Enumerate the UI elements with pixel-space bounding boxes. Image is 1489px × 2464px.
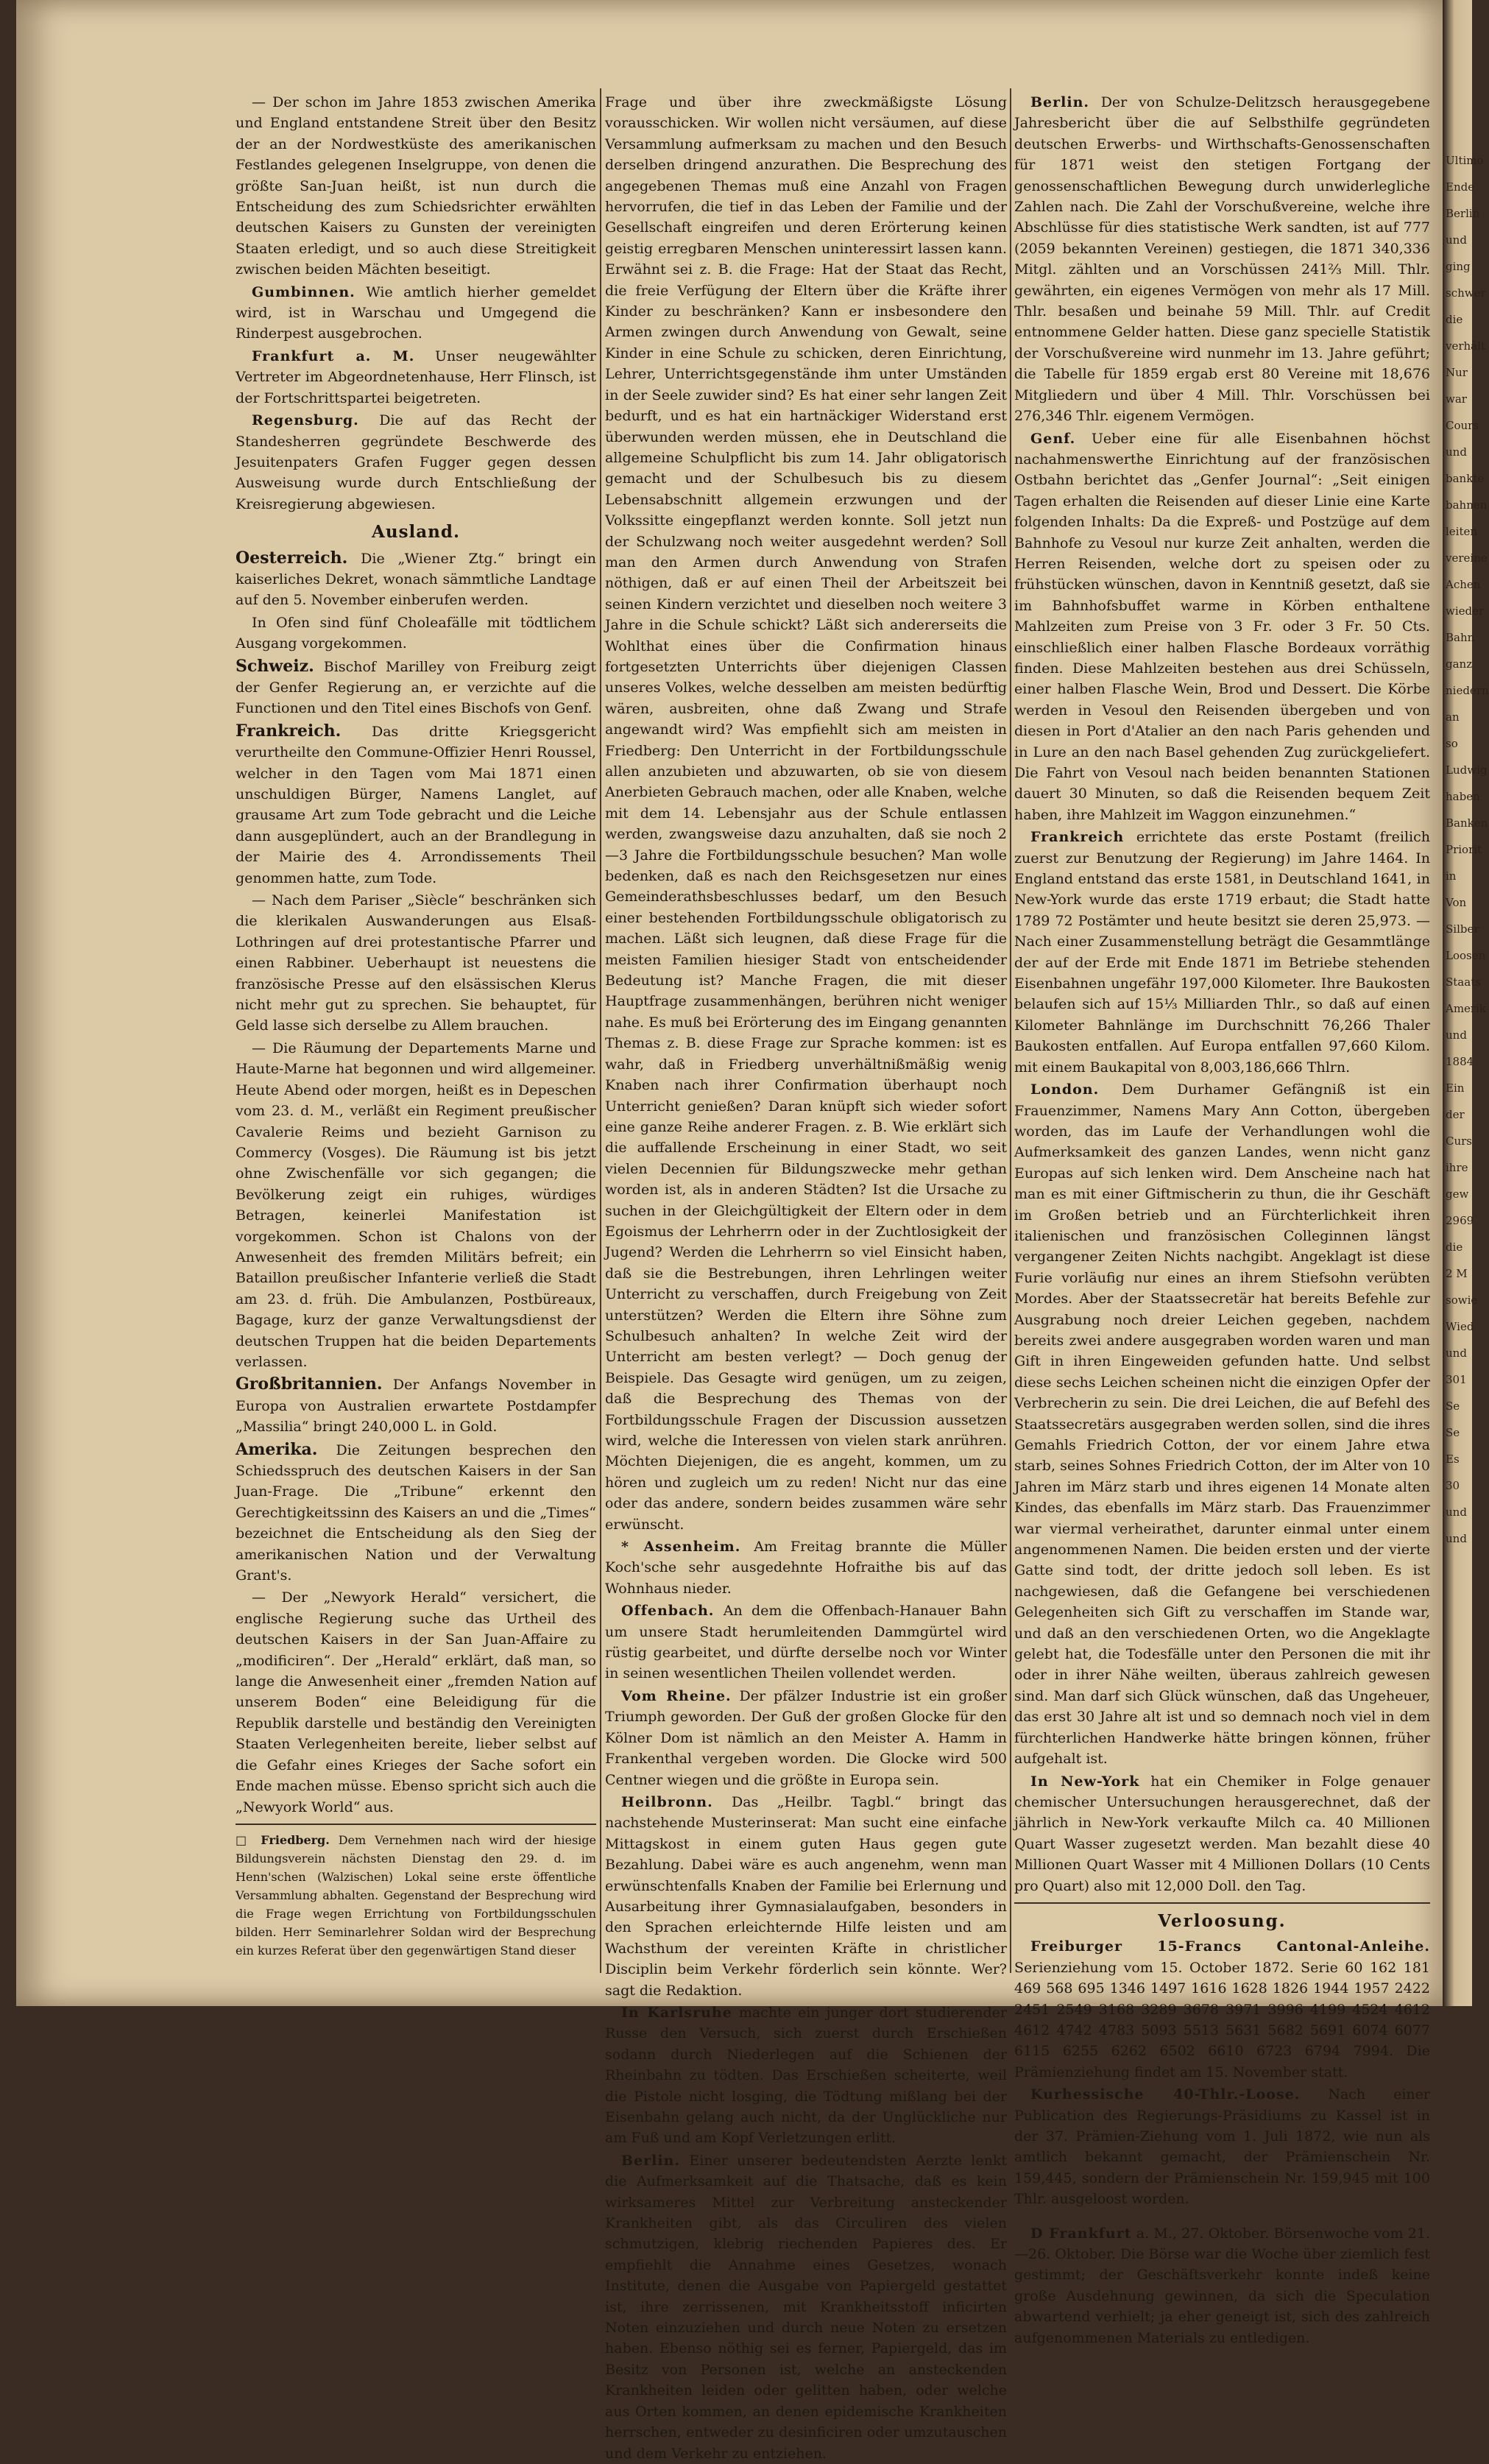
text-friedberg: Dem Vernehmen nach wird der hiesige Bildungsverein nächsten Dienstag den 29. d. im Henn'schen (Walzischen) Lokal seine erste öffentliche Versammlung abhalten. Gegenstand der Besprechung wird die Frage wegen Errichtung von Fortbildungsschulen bilden. Herr Seminarlehrer Soldan wird der Besprechung ein kurzes Referat über den gegenwärtigen Stand dieser [236,1832,597,1958]
article-frankreich-post [1014,827,1430,1078]
article-oesterreich [236,548,596,611]
text-regensburg: Die auf das Recht der Standesherren gegründete Beschwerde des Jesuitenpaters Grafen Fugger gegen dessen Ausweisung wurde durch Entschließung der Kreisregierung abgewiesen. [236,412,596,512]
article-raeumung: — Die Räumung der Departements Marne und Haute-Marne hat begonnen und wird allgemeiner. Heute Abend oder morgen, heißt es in Depeschen vom 23. d. M., verläßt ein Regiment preußischer Cavalerie Reims und bezieht Garnison zu Commercy (Vosges). Die Räumung ist bis jetzt ohne Zwischenfälle vor sich gegangen; die Bevölkerung zeigt ein ruhiges, würdiges Betragen, keinerlei Manifestation ist vorgekommen. Schon ist Chalons von der Anwesenheit des fremden Militärs befreit; ein Bataillon preußischer Infanterie verließ die Stadt am 23. d. früh. Die Ambulanzen, Postbüreaux, Bagage, kurz der ganze Verwaltungsdienst der deutschen Truppen hat die beiden Departements verlassen. [236,1039,596,1370]
next-page-fragment: und [1446,1028,1467,1042]
text-berlin-papiergeld: Einer unserer bedeutendsten Aerzte lenkt die Aufmerksamkeit auf die Thatsache, daß es kein wirksameres Mittel zur Verbreitung ansteckender Krankheiten gibt, als das Circuliren des vielen schmutzigen, klebrig riechenden Papieres des. Er empfiehlt die Annahme eines Gesetzes, wonach Institute, denen die Ausgabe von Papiergeld gestattet ist, ihre zerrissenen, mit Krankheitsstoff inficirten Noten einzuziehen und durch neue Noten zu ersetzen haben. Ebenso nöthig sei es ferner, Papiergeld, das im Besitz von Personen ist, welche an ansteckenden Krankheiten leiden oder gelitten haben, oder welche aus Orten kommen, an denen epidemische Krankheiten herrschen, entweder zu desinficiren oder umzutauschen und dem Verkehr zu entziehen. [605,2152,1007,2462]
place-regensburg: Regensburg. [252,412,359,429]
next-page-fragment: wieder [1446,604,1485,618]
next-page-fragment: schwer [1446,286,1486,300]
next-page-fragment: und [1446,1532,1467,1545]
heading-ausland: Ausland. [372,522,460,543]
text-heilbronn: Das „Heilbr. Tagbl.“ bringt das nachstehende Musterinserat: Man sucht eine einfache Mittagskost in einem guten Haus gegen gute Bezahlung. Dabei wäre es auch angenehm, wenn man erwünschtenfalls Knaben der Familie bei Erlernung und Ausarbeitung ihrer Gymnasialaufgaben, besonders in den Sprachen erleichternde Hilfe leisten und am Wachsthum der vereinten Kräfte in christlicher Disciplin beim Verkehr förderlich sein könnte. Wer? sagt die Redaktion. [605,1793,1007,1999]
country-amerika: Amerika. [236,1439,318,1459]
text-kurhessische-loose: Nach einer Publication des Regierungs-Präsidiums zu Kassel ist in der 37. Prämien-Ziehung vom 1. Juli 1872, wie nun als amtlich bekannt gemacht, der Prämienschein Nr. 159,445, sondern der Prämienschein Nr. 159,945 mit 100 Thlr. ausgeloost worden. [1014,2086,1430,2208]
title-freiburger-anleihe: Freiburger 15-Francs Cantonal-Anleihe. [1030,1938,1430,1955]
article-ofen: In Ofen sind fünf Choleafälle mit tödtlichem Ausgang vorgekommen. [236,614,596,652]
column-1 [236,92,596,1977]
next-page-fragment: Loosen [1446,949,1486,962]
separator-line-verloosung-top [1014,1902,1430,1904]
column-2 [605,92,1007,2462]
next-page-fragment: 301 [1446,1373,1467,1386]
separator-line [236,1824,596,1825]
text-frankreich: Das dritte Kriegsgericht verurtheilte den Commune-Offizier Henri Roussel, welcher in den Tagen vom Mai 1871 einen unschuldigen Bürger, Namens Langlet, auf grausame Art zum Tode gebracht und die Leiche dann ausgeplündert, auch an der Brandlegung in der Mairie des 4. Arrondissements Theil genommen hatte, zum Tode. [236,723,596,886]
article-freiburger-anleihe [1014,1936,1430,2083]
article-kurhessische-loose [1014,2084,1430,2209]
next-page-fragment: der [1446,1108,1465,1121]
text-london: Dem Durhamer Gefängniß ist ein Frauenzimmer, Namens Mary Ann Cotton, übergeben worden, das im Laufe der Verhandlungen wohl die Aufmerksamkeit des ganzen Landes, wenn nicht ganz Europas auf sich lenken wird. Dem Anscheine nach hat man es mit einer Giftmischerin zu thun, die ihr Geschäft im Großen betrieb und an Fürchterlichkeit ihren italienischen und französischen Colleginnen längst vergangener Zeiten Nichts nachgibt. Angeklagt ist diese Furie vorläufig nur eines an ihrem Stiefsohn verübten Mordes. Aber der Staatssecretär hat bereits Befehle zur Ausgrabung noch dreier Leichen gegeben, nachdem bereits zwei andere ausgegraben worden waren und man Gift in ihren Eingeweiden gefunden hatte. Und selbst diese sechs Leichen scheinen nicht die einzigen Opfer der Verbrecherin zu sein. Die drei Leichen, die auf Befehl des Staatssecretärs ausgegraben werden sollen, sind die ihres Gemahls Friedrich Cotton, der vor einem Jahre etwa starb, seines Sohnes Friedrich Cotton, der im Alter von 10 Jahren im März starb und ihres eigenen 14 Monate alten Kindes, das ebenfalls im März starb. Das Frauenzimmer war viermal verheirathet, darunter einmal unter einem angenommenen Namen. Die beiden ersten und der vierte Gatte sind todt, der dritte jedoch soll leben. Es ist nachgewiesen, daß die Gefangene bei verschiedenen Gelegenheiten sich Gift zu verschaffen im Stande war, und daß an den verschiedenen Orten, wo die Angeklagte gelebt hat, die Todesfälle unter den Personen die mit ihr oder in ihrer Nähe weilten, überaus zahlreich gewesen sind. Man darf sich Glück wünschen, daß das Ungeheuer, das erst 30 Jahre alt ist und so demnach noch viel in dem fürchterlichen Handwerke hätte bringen können, früher aufgehalt ist. [1014,1081,1430,1768]
next-page-fragment: ging [1446,260,1471,273]
place-berlin-2: Berlin. [1030,94,1090,110]
text-berlin-genossenschaften: Der von Schulze-Delitzsch herausgegebene Jahresbericht über die auf Selbsthilfe gegründeten deutschen Erwerbs- und Wirthschafts-Genossenschaften für 1871 weist den stetigen Fortgang der genossenschaftlichen Bewegung durch unwiderlegliche Zahlen nach. Die Zahl der Vorschußvereine, welche ihre Abschlüsse für dies statistische Werk sandten, ist auf 777 (2059 bekannten Vereinen) gestiegen, die 1871 340,336 Mitgl. zählten und an Vorschüssen 241⅔ Mill. Thlr. gewährten, ein eigenes Vermögen von mehr als 17 Mill. Thlr. besaßen und beinahe 59 Mill. Thlr. auf Credit entnommene Gelder hatten. Diese ganz specielle Statistik der Vorschußvereine wird nunmehr im 13. Jahre geführt; die Tabelle für 1859 ergab erst 80 Vereine mit 18,676 Mitgliedern und über 4 Mill. Thlr. Vorschüssen bei 276,346 Thlr. eigenem Vermögen. [1014,94,1430,425]
next-page-fragment: ganz [1446,657,1473,671]
place-berlin: Berlin. [621,2152,681,2169]
article-newyork [1014,1771,1430,1896]
text-schweiz: Bischof Marilley von Freiburg zeigt der Genfer Regierung an, er verzichte auf die Functionen und den Titel eines Bischofs von Genf. [236,658,596,717]
article-karlsruhe [605,2002,1007,2149]
place-newyork: In New-York [1030,1773,1140,1790]
next-page-fragment: so [1446,737,1458,750]
article-friedberg [236,1831,596,1960]
next-page-fragment: leiten [1446,525,1478,538]
text-rhein: Der pfälzer Industrie ist ein großer Triumph geworden. Der Guß der großen Glocke für den Kölner Dom ist nämlich an den Meister A. Hamm in Frankenthal vergeben worden. Die Glocke wird 500 Centner wiegen und die größte in Europa sein. [605,1687,1007,1788]
text-oesterreich: Die „Wiener Ztg.“ bringt ein kaiserliches Dekret, wonach sämmtliche Landtage auf den 5. November einberufen werden. [236,550,596,609]
text-frankfurt: Unser neugewählter Vertreter im Abgeordnetenhause, Herr Flinsch, ist der Fortschrittspartei beigetreten. [236,347,596,406]
next-page-fragment: Se [1446,1399,1460,1413]
article-regensburg [236,410,596,515]
article-rhein [605,1686,1007,1790]
title-kurhessische-loose: Kurhessische 40-Thlr.-Loose. [1030,2086,1301,2103]
article-gumbinnen [236,282,596,345]
place-frankfurt-boerse: D Frankfurt [1030,2225,1132,2242]
place-london: London. [1030,1081,1100,1098]
country-schweiz: Schweiz. [236,656,314,676]
article-heilbronn [605,1792,1007,2001]
next-page-fragment: Berlin [1446,207,1480,220]
next-page-fragment: Banken [1446,816,1488,830]
next-page-fragment: verhält [1446,339,1485,353]
place-friedberg: □ Friedberg. [236,1832,330,1847]
next-page-fragment: niedern [1446,684,1489,697]
article-amerika [236,1439,596,1586]
place-genf: Genf. [1030,430,1076,447]
next-page-fragment: Silber [1446,922,1479,936]
next-page-fragment: in [1446,869,1457,883]
next-page-fragment: sowie [1446,1293,1478,1307]
next-page-fragment: Wied [1446,1320,1474,1333]
next-page-fragment: und [1446,1505,1467,1519]
country-frankreich: Frankreich. [236,721,342,741]
country-oesterreich: Oesterreich. [236,548,348,568]
article-offenbach [605,1600,1007,1684]
next-page-fragment: an [1446,710,1460,724]
place-assenheim: * Assenheim. [621,1539,741,1556]
next-page-fragment: Bahn [1446,631,1475,644]
heading-verloosung: Verloosung. [1158,1910,1287,1931]
next-page-fragment: ihre [1446,1161,1468,1174]
next-page-fragment: und [1446,1346,1467,1360]
text-assenheim: Am Freitag brannte die Müller Koch'sche sehr ausgedehnte Hofraithe bis auf das Wohnhaus nieder. [605,1539,1007,1597]
next-page-fragment: Se [1446,1426,1460,1439]
next-page-fragment: bahnen [1446,498,1488,512]
next-page-fragment: 30 [1446,1479,1460,1492]
article-berlin-genossenschaften [1014,92,1430,427]
next-page-fragment: gew [1446,1187,1469,1201]
article-grossbritannien [236,1374,596,1437]
article-frankreich [236,721,596,889]
next-page-fragment: war [1446,392,1467,406]
place-offenbach: Offenbach. [621,1603,715,1620]
place-gumbinnen: Gumbinnen. [252,283,356,300]
next-page-gutter [1443,0,1489,2006]
next-page-fragment: die [1446,1240,1463,1254]
next-page-fragment: Achen [1446,578,1481,591]
article-berlin-papiergeld [605,2150,1007,2464]
column-rule-left [600,88,601,1973]
next-page-fragment: Ende [1446,180,1475,194]
next-page-fragment: Curs [1446,1134,1473,1148]
next-page-fragment: Es [1446,1452,1460,1466]
article-fortbildung: Frage und über ihre zweckmäßigste Lösung vorausschicken. Wir wollen nicht versäumen, auf diese Versammlung aufmerksam zu machen und den Besuch derselben dringend anzurathen. Die Besprechung des angegebenen Themas muß eine Anzahl von Fragen hervorrufen, die tief in das Leben der Familie und der Gesellschaft eingreifen und deren Erörterung keinen geistig erregbaren Menschen uninteressirt lassen kann. Erwähnt sei z. B. die Frage: Hat der Staat das Recht, die freie Verfügung der Eltern über die Kräfte ihrer Kinder zu beschränken? Kann er insbesondere den Armen zwingen durch Anwendung von Gewalt, seine Kinder in eine Schule zu schicken, deren Einrichtung, Lehrer, Unterrichtsgegenstände ihm unter Umständen in der Seele zuwider sind? Es hat einer sehr langen Zeit bedurft, und es hat ein hartnäckiger Widerstand erst überwunden werden müssen, ehe in Deutschland die allgemeine Schulpflicht bis zum 14. Jahr obligatorisch gemacht und der Schulbesuch bis zu diesem Lebensabschnitt allgemein erzwungen und der Volkssitte eingepflanzt werden konnte. Soll jetzt nun der Schulzwang noch weiter ausgedehnt werden? Soll man den Armen durch Anwendung von Strafen nöthigen, daß er auf einen Theil der Arbeitszeit bei seinen Kindern verzichtet und dieselben noch weitere 3 Jahre in die Schule schickt? Läßt sich andererseits die Wohlthat eines über die Confirmation hinaus fortgesetzten Unterrichts über diejenigen Classen unseres Volkes, welche desselben am meisten bedürftig wären, ausbreiten, ohne daß Zwang und Strafe angewandt wird? Was empfiehlt sich am meisten in Friedberg: Den Unterricht in der Fortbildungsschule allen anzubieten und abzuwarten, ob sie von diesem Anerbieten Gebrauch machen, oder alle Knaben, welche mit dem 14. Lebensjahr aus der Schule entlassen werden, zwangsweise dazu anzuhalten, daß sie noch 2—3 Jahre die Fortbildungsschule besuchen? Man wolle bedenken, daß es nach den Reichsgesetzen nur eines Gemeinderathsbeschlusses bedarf, um den Besuch einer bestehenden Fortbildungsschule obligatorisch zu machen. Läßt sich leugnen, daß diese Frage für die meisten Familien hiesiger Stadt von entscheidender Bedeutung ist? Manche Fragen, die mit dieser Hauptfrage zusammenhängen, berühren nicht weniger nahe. Es muß bei Erörterung des im Eingang genannten Themas z. B. diese Frage zur Sprache kommen: ist es wahr, daß in Friedberg unverhältnißmäßig wenig Knaben nach ihrer Confirmation überhaupt noch Unterricht genießen? Daran knüpft sich wieder sofort eine ganze Reihe anderer Fragen. z. B. Wie erklärt sich die auffallende Erscheinung in einer Stadt, wo seit vielen Decennien für Bildungszwecke mehr gethan worden ist, als in anderen Städten? Ist die Ursache zu suchen in der Gleichgültigkeit der Eltern oder in dem Egoismus der Lehrherrn oder in der Zuchtlosigkeit der Jugend? Werden die Lehrherrn so viel Einsicht haben, daß sie die Bestrebungen, ihren Lehrlingen weiter Unterricht zu verschaffen, durch Freigebung von Zeit unterstützen? Werden die Eltern ihre Söhne zum Schulbesuch anhalten? In welche Zeit wird der Unterricht am besten verlegt? — Doch genug der Beispiele. Das Gesagte wird genügen, um zu zeigen, daß die Besprechung des Themas von der Fortbildungsschule Fragen der Discussion aussetzen wird, welche die Interessen von vielen stark anrühren. Möchten Diejenigen, die es angeht, kommen, um zu hören und zugleich um zu reden! Nicht nur das eine oder das andere, sondern beides zusammen wäre sehr erwünscht. [605,94,1007,1533]
next-page-fragment: Nur [1446,366,1468,379]
next-page-fragments [1446,147,1489,1552]
next-page-fragment: Ultimo [1446,154,1484,167]
article-frankfurt [236,346,596,409]
place-frankfurt: Frankfurt a. M. [252,347,415,364]
next-page-fragment: Priorit [1446,843,1482,856]
next-page-fragment: bankte [1446,472,1485,485]
article-herald: — Der „Newyork Herald“ versichert, die englische Regierung suche das Urtheil des deutschen Kaisers in der San Juan-Affaire zu „modificiren“. Der „Herald“ erklärt, daß man, so lange die Anwesenheit einer „fremden Nation auf unserem Boden“ eine Beleidigung für die Republik darstelle und beständig den Vereinigten Staaten Verlegenheiten bereite, lieber selbst auf die Gefahr eines Krieges der Sache sofort ein Ende machen müsse. Ebenso spricht sich auch die „Newyork World“ aus. [236,1589,596,1815]
next-page-fragment: 1884 [1446,1055,1474,1068]
article-london [1014,1079,1430,1769]
text-offenbach: An dem die Offenbach-Hanauer Bahn um unsere Stadt herumleitenden Dammgürtel wird rüstig gearbeitet, und dürfte derselbe noch vor Winter in seinen wesentlichen Theilen vollendet werden. [605,1603,1007,1682]
next-page-fragment: Ein [1446,1081,1465,1095]
next-page-fragment: Cours [1446,419,1479,432]
next-page-fragment: 2969 [1446,1214,1474,1227]
next-page-fragment: 2 M [1446,1267,1468,1280]
separator-line-boerse [1014,2216,1430,2217]
text-newyork: hat ein Chemiker in Folge genauer chemischer Untersuchungen herausgerechnet, daß der jährlich in New-York verkaufte Milch ca. 40 Millionen Quart Wasser zugesetzt werden. Man bezahlt diese 40 Millionen Quart Wasser mit 4 Millionen Dollars (10 Cents pro Quart) also mit 12,000 Doll. den Tag. [1014,1773,1430,1894]
article-assenheim [605,1536,1007,1599]
text-amerika: Die Zeitungen besprechen den Schiedsspruch des deutschen Kaisers in der San Juan-Frage. Die „Tribune“ erkennt den Gerechtigkeitssinn des Kaisers an und die „Times“ bezeichnet die Entscheidung als den Sieg der amerikanischen Nation und der Verwaltung Grant's. [236,1441,596,1584]
text-gumbinnen: Wie amtlich hierher gemeldet wird, ist in Warschau und Umgegend die Rinderpest ausgebrochen. [236,283,596,342]
next-page-fragment: vereine [1446,551,1488,565]
text-genf: Ueber eine für alle Eisenbahnen höchst nachahmenswerthe Einrichtung auf der französischen Ostbahn berichtet das „Genfer Journal“: „Seit einigen Tagen erhalten die Reisenden auf dieser Linie eine Karte folgenden Inhalts: Da die Expreß- und Postzüge auf dem Bahnhofe zu Vesoul nur kurze Zeit anhalten, werden die Herren Reisenden, welche dort zu speisen oder zu frühstücken wünschen, davon in Kenntniß gesetzt, daß sie im Bahnhofsbuffet warme in Körben enthaltene Mahlzeiten zum Preise von 3 Fr. oder 3 Fr. 50 Cts. einschließlich einer halben Flasche Bordeaux vorräthig finden. Diese Mahlzeiten bestehen aus drei Schüsseln, einer halben Flasche Wein, Brod und Dessert. Die Körbe werden in Vesoul den Reisenden übergeben und von diesen in Port d'Atalier an den nach Paris gehenden und in Lure an den nach Basel gehenden Zug zurückgeliefert. Die Fahrt von Vesoul nach beiden benannten Stationen dauert 30 Minuten, so daß die Reisenden bequem Zeit haben, ihre Mahlzeit im Waggon einzunehmen.“ [1014,430,1430,823]
next-page-fragment: und [1446,233,1467,247]
text-frankfurt-boerse: a. M., 27. Oktober. Börsenwoche vom 21.—26. Oktober. Die Börse war die Woche über ziemlich fest gestimmt; der Geschäftsverkehr konnte indeß keine große Ausdehnung gewinnen, da sich die Speculation abwartend verhielt; ja eher geneigt ist, sich des zahlreich aufgenommenen Materials zu entledigen. [1014,2225,1430,2346]
place-rhein: Vom Rheine. [621,1687,732,1704]
article-san-juan: — Der schon im Jahre 1853 zwischen Amerika und England entstandene Streit über den Besitz der an der Nordwestküste des amerikanischen Festlandes gelegenen Inselgruppe, von denen die größte San-Juan heißt, ist nun durch die Entscheidung des zum Schiedsrichter erwählten deutschen Kaisers zu Gunsten der vereinigten Staaten erledigt, und so auch diese Streitigkeit zwischen beiden Mächten beseitigt. [236,94,596,278]
place-heilbronn: Heilbronn. [621,1793,713,1810]
column-rule-right [1010,88,1011,1973]
place-frankreich-post: Frankreich [1030,829,1125,846]
article-frankfurt-boerse [1014,2223,1430,2348]
next-page-fragment: und [1446,445,1467,459]
article-siecle: — Nach dem Pariser „Siècle“ beschränken sich die klerikalen Auswanderungen aus Elsaß-Lothringen auf drei protestantische Pfarrer und einen Rabbiner. Ueberhaupt ist neuestens die französische Presse auf den elsässischen Klerus nicht mehr gut zu sprechen. Sie behauptet, für Geld lasse sich derselbe zu Allem brauchen. [236,892,596,1034]
article-genf [1014,428,1430,826]
next-page-fragment: haben [1446,790,1480,803]
next-page-fragment: Ludwig [1446,763,1488,777]
next-page-fragment: die [1446,313,1463,326]
text-karlsruhe: machte ein junger dort studierender Russe den Versuch, sich zuerst durch Erschießen sodann durch Niederlegen auf die Schienen der Rheinbahn zu tödten. Das Erschießen scheiterte, weil die Pistole nicht losging, die Tödtung mißlang bei der Eisenbahn gelang auch nicht, da der Unglückliche nur am Fuß und am Kopf Verletzungen erlitt. [605,2004,1007,2147]
next-page-fragment: Amerik [1446,1002,1486,1015]
article-schweiz [236,656,596,719]
text-freiburger-anleihe: Serienziehung vom 15. October 1872. Serie 60 162 181 469 568 695 1346 1497 1616 1628 1826 1944 1957 2422 2451 2549 3168 3289 3678 3971 3996 4199 4524 4612 4612 4742 4783 5093 5513 5631 5682 5691 6074 6077 6115 6255 6262 6502 6610 6723 6794 7994. Die Prämienziehung findet am 15. November statt. [1014,1959,1430,2080]
column-3 [1014,92,1430,2346]
country-grossbritannien: Großbritannien. [236,1374,383,1394]
place-karlsruhe: In Karlsruhe [621,2004,732,2021]
next-page-fragment: Staats [1446,975,1481,989]
text-frankreich-post: errichtete das erste Postamt (freilich zuerst zur Benutzung der Regierung) im Jahre 1464. In England entstand das erste 1581, in Deutschland 1641, in New-York wurde das erste 1719 erbaut; die Stadt hatte 1789 72 Postämter und heute besitzt sie deren 25,973. — Nach einer Zusammenstellung beträgt die Gesammtlänge der auf der Erde mit Ende 1871 im Betriebe stehenden Eisenbahnen ungefähr 197,000 Kilometer. Ihre Baukosten belaufen sich auf 15⅓ Milliarden Thlr., so daß auf einen Kilometer Bahnlänge im Durchschnitt 76,266 Thaler Baukosten entfallen. Auf Europa entfallen 97,660 Kilom. mit einem Baukapital von 8,003,186,666 Thlrn. [1014,829,1430,1076]
next-page-fragment: Von [1446,896,1467,909]
text-grossbritannien: Der Anfangs November in Europa von Australien erwartete Postdampfer „Massilia“ bringt 240,000 L. in Gold. [236,1377,596,1436]
